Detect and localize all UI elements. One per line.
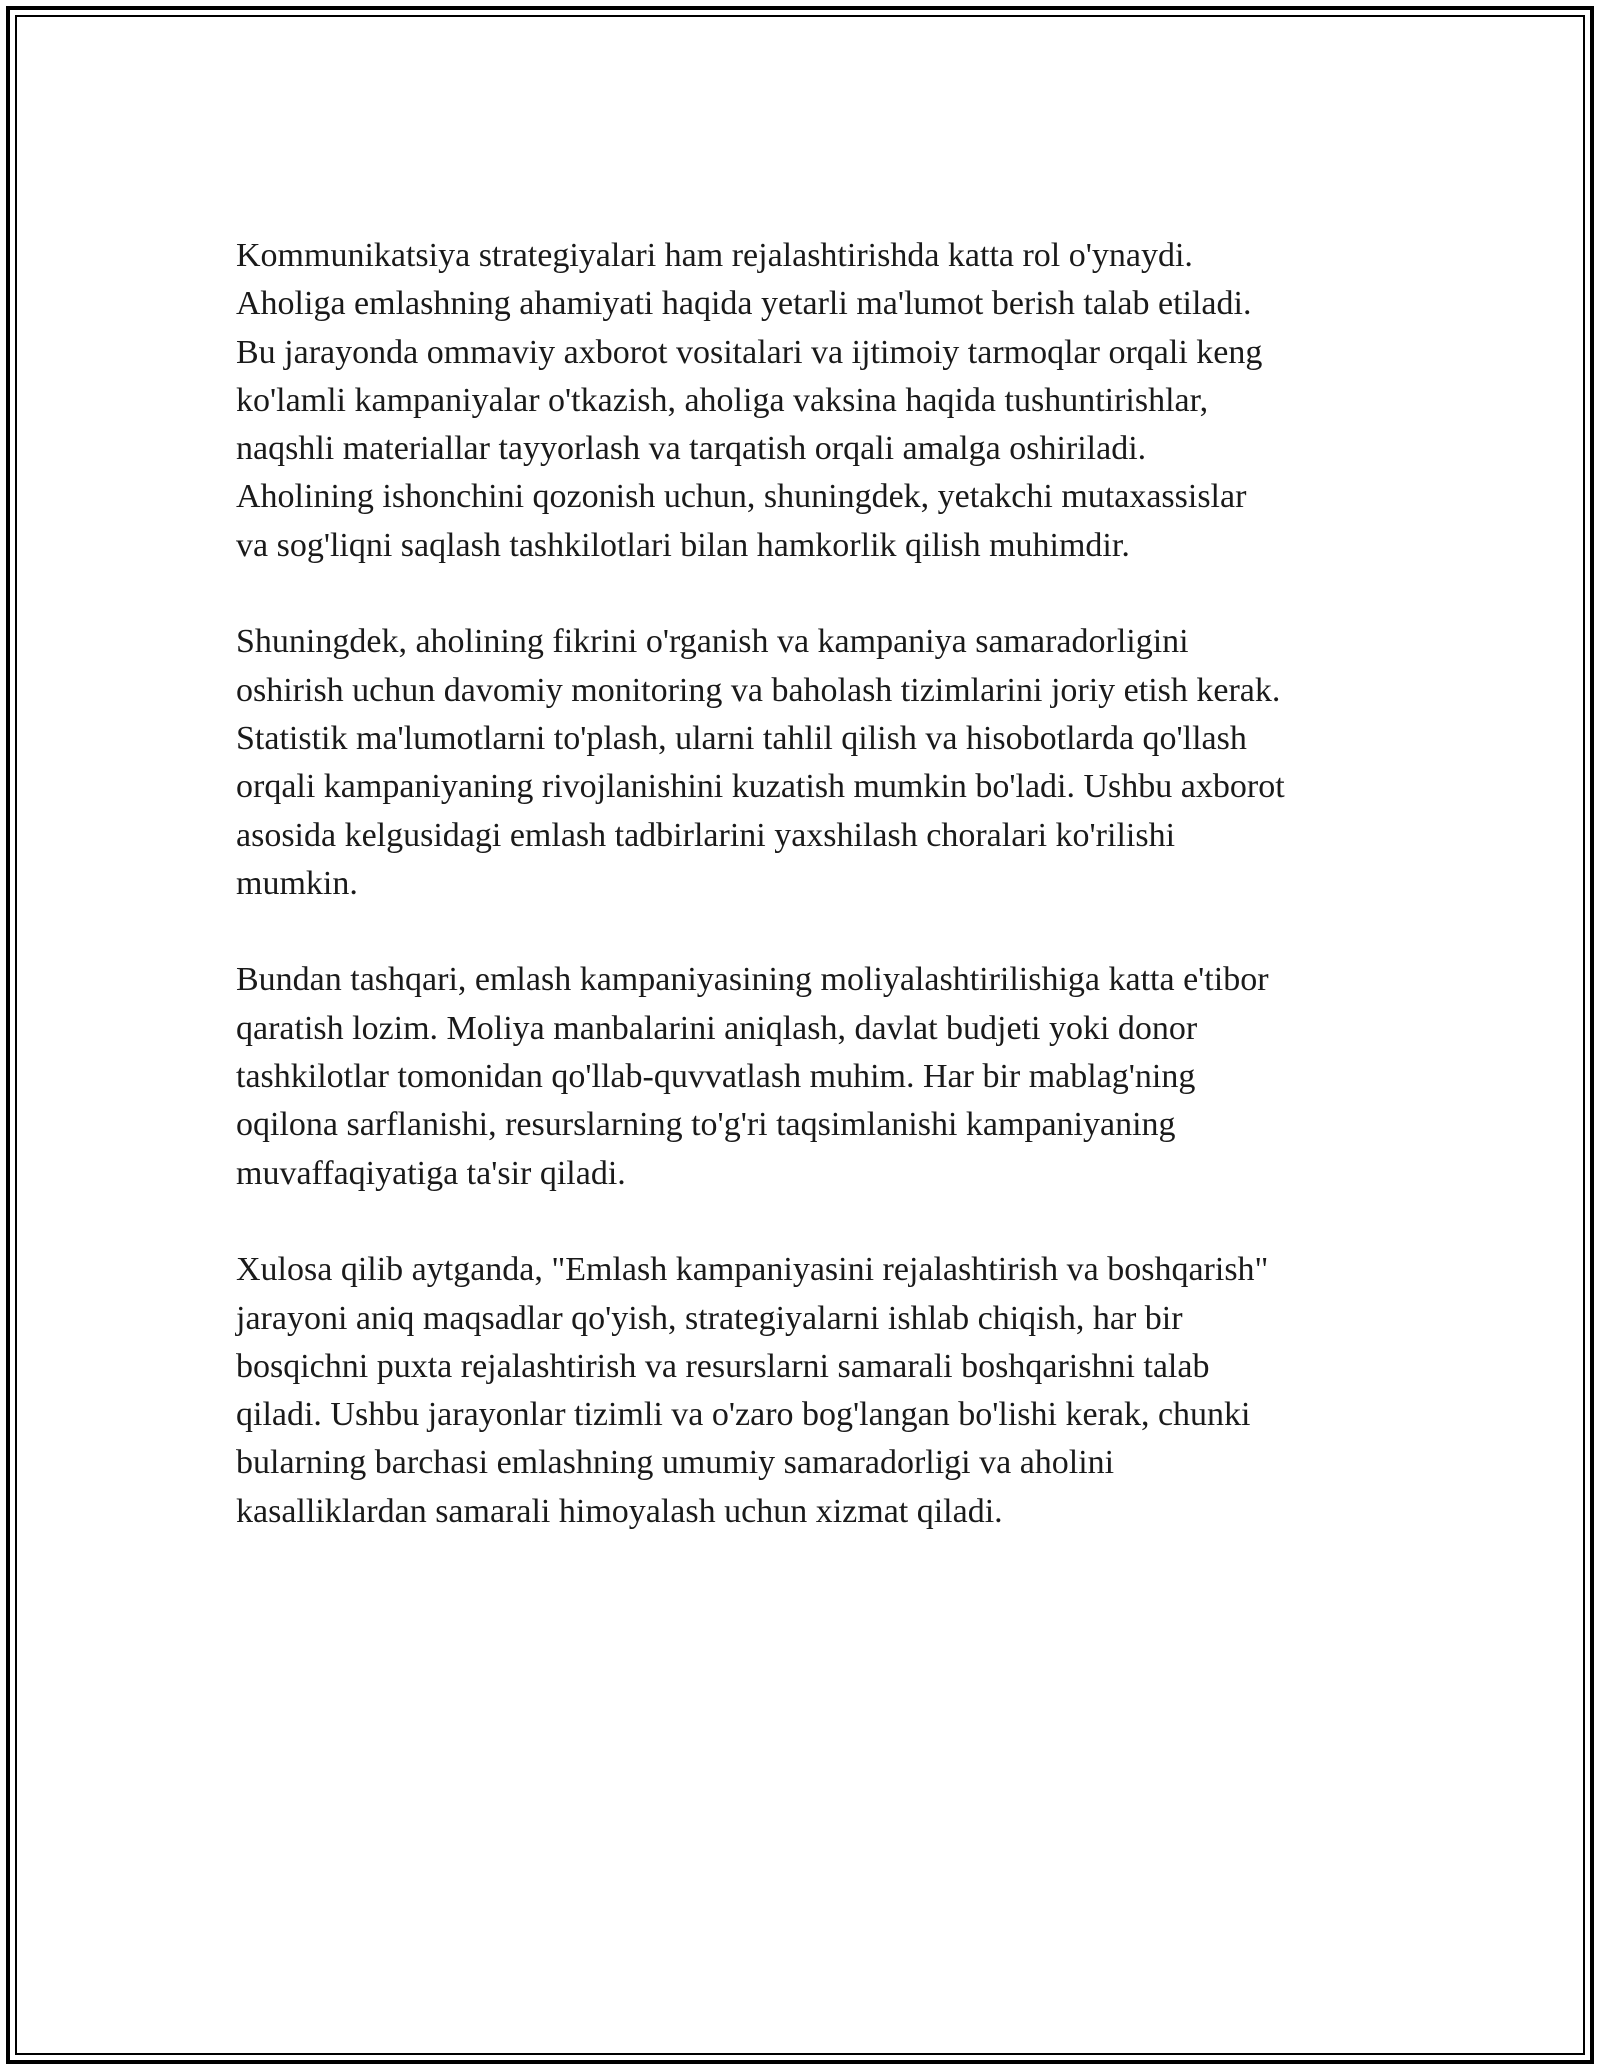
text-line: Statistik ma'lumotlarni to'plash, ularni tahlil qilish va hisobotlarda qo'llash (236, 719, 1247, 757)
paragraph-conclusion (236, 1246, 1406, 1536)
paragraph-monitoring (236, 618, 1406, 908)
text-line: Shuningdek, aholining fikrini o'rganish va kampaniya samaradorligini (236, 623, 1189, 661)
text-line: va sog'liqni saqlash tashkilotlari bilan hamkorlik qilish muhimdir. (236, 526, 1130, 564)
text-line: Bundan tashqari, emlash kampaniyasining moliyalashtirilishiga katta e'tibor (236, 961, 1269, 999)
text-line: naqshli materiallar tayyorlash va tarqatish orqali amalga oshiriladi. (236, 430, 1147, 468)
text-line: asosida kelgusidagi emlash tadbirlarini yaxshilash choralari ko'rilishi (236, 816, 1176, 854)
text-line: ko'lamli kampaniyalar o'tkazish, aholiga vaksina haqida tushuntirishlar, (236, 381, 1209, 419)
text-line: Kommunikatsiya strategiyalari ham rejalashtirishda katta rol o'ynaydi. (236, 237, 1193, 274)
paragraph-communication (236, 232, 1406, 570)
text-line: bosqichni puxta rejalashtirish va resurslarni samarali boshqarishni talab (236, 1347, 1210, 1385)
text-line: Aholining ishonchini qozonish uchun, shuningdek, yetakchi mutaxassislar (236, 478, 1247, 516)
text-line: tashkilotlar tomonidan qo'llab-quvvatlash muhim. Har bir mablag'ning (236, 1058, 1196, 1096)
text-line: orqali kampaniyaning rivojlanishini kuzatish mumkin bo'ladi. Ushbu axborot (236, 768, 1285, 806)
text-line: Aholiga emlashning ahamiyati haqida yetarli ma'lumot berish talab etiladi. (236, 285, 1252, 323)
text-line: oqilona sarflanishi, resurslarning to'g'ri taqsimlanishi kampaniyaning (236, 1106, 1176, 1144)
text-line: oshirish uchun davomiy monitoring va baholash tizimlarini joriy etish kerak. (236, 671, 1281, 709)
text-line: Bu jarayonda ommaviy axborot vositalari va ijtimoiy tarmoqlar orqali keng (236, 333, 1263, 371)
text-line: Xulosa qilib aytganda, "Emlash kampaniyasini rejalashtirish va boshqarish" (236, 1251, 1269, 1289)
text-line: kasalliklardan samarali himoyalash uchun xizmat qiladi. (236, 1492, 1003, 1530)
text-line: bularning barchasi emlashning umumiy samaradorligi va aholini (236, 1444, 1115, 1482)
text-line: qaratish lozim. Moliya manbalarini aniqlash, davlat budjeti yoki donor (236, 1009, 1198, 1047)
paragraph-financing (236, 956, 1406, 1197)
text-line: muvaffaqiyatiga ta'sir qiladi. (236, 1154, 626, 1192)
text-line: jarayoni aniq maqsadlar qo'yish, strategiyalarni ishlab chiqish, har bir (236, 1299, 1183, 1337)
text-line: mumkin. (236, 864, 358, 902)
document-body (236, 232, 1406, 1584)
text-line: qiladi. Ushbu jarayonlar tizimli va o'zaro bog'langan bo'lishi kerak, chunki (236, 1396, 1251, 1434)
